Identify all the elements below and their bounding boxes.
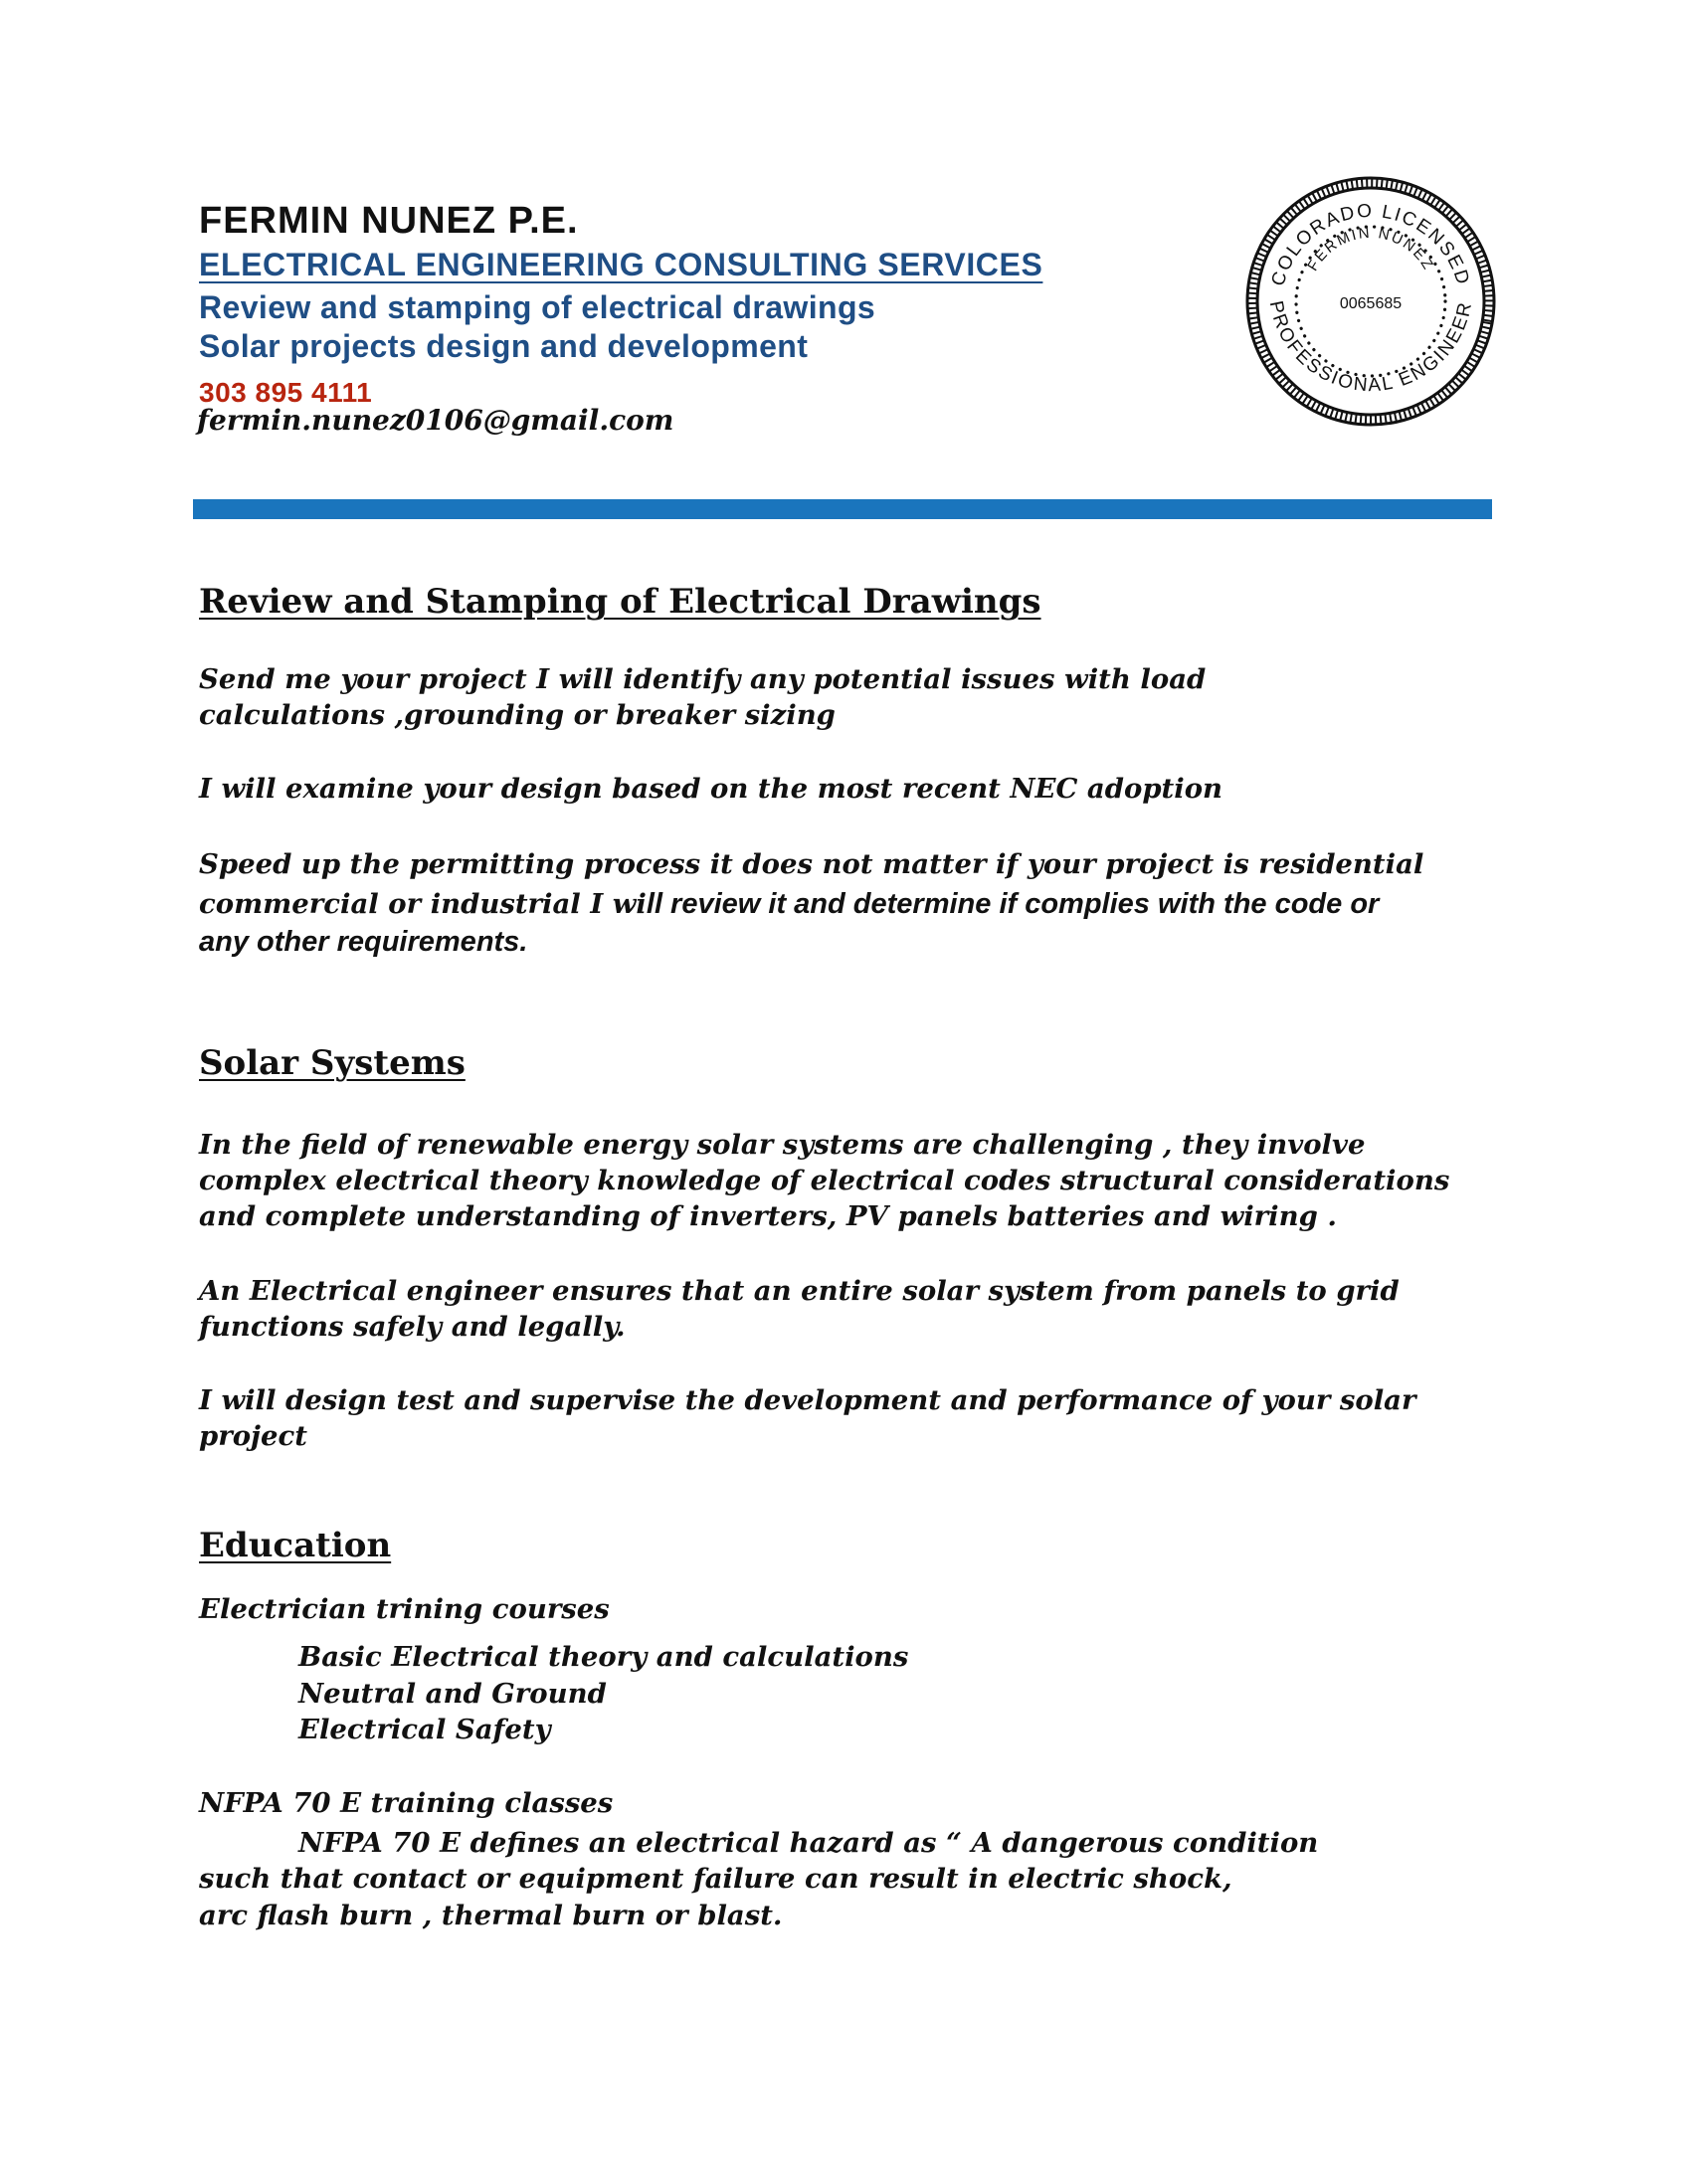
solar-paragraph-line: In the field of renewable energy solar systems are challenging , they involve <box>199 1129 1366 1161</box>
review-paragraph-line <box>199 890 1379 919</box>
review-paragraph-line: I will examine your design based on the most recent NEC adoption <box>199 773 1223 805</box>
seal-top-text: COLORADO LICENSED <box>1267 200 1474 289</box>
section-heading-solar: Solar Systems <box>199 1043 466 1083</box>
nfpa-quote-line: such that contact or equipment failure can result in electric shock, <box>199 1863 1232 1895</box>
education-group-heading: NFPA 70 E training classes <box>199 1787 614 1819</box>
section-heading-review: Review and Stamping of Electrical Drawings <box>199 582 1041 622</box>
solar-paragraph-line: project <box>199 1420 307 1452</box>
review-line-serif-part: commercial or industrial I wi <box>199 888 647 920</box>
education-group-heading: Electrician trining courses <box>199 1593 610 1625</box>
header-divider-bar <box>193 499 1492 519</box>
solar-paragraph-line: complex electrical theory knowledge of electrical codes structural considerations <box>199 1165 1450 1196</box>
section-heading-education: Education <box>199 1526 392 1565</box>
email-address[interactable]: fermin.nunez0106@gmail.com <box>197 404 674 437</box>
seal-bottom-text: PROFESSIONAL ENGINEER <box>1264 298 1477 397</box>
engineer-name: FERMIN NUNEZ P.E. <box>199 200 579 242</box>
seal-license-number: 0065685 <box>1339 295 1403 312</box>
review-paragraph-line: Speed up the permitting process it does not matter if your project is residential <box>199 848 1424 880</box>
service-line-review: Review and stamping of electrical drawings <box>199 289 876 325</box>
company-subtitle: ELECTRICAL ENGINEERING CONSULTING SERVICES <box>199 247 1043 282</box>
solar-paragraph-line: An Electrical engineer ensures that an entire solar system from panels to grid <box>199 1275 1400 1307</box>
review-paragraph-line: calculations ,grounding or breaker sizing <box>199 699 836 731</box>
seal-icon <box>1241 172 1500 431</box>
solar-paragraph-line: functions safely and legally. <box>199 1311 626 1343</box>
education-course-item: Electrical Safety <box>298 1714 551 1745</box>
review-paragraph-line <box>199 928 527 957</box>
review-paragraph-line: Send me your project I will identify any potential issues with load <box>199 663 1207 695</box>
nfpa-quote-line: arc flash burn , thermal burn or blast. <box>199 1900 783 1931</box>
phone-number[interactable]: 303 895 4111 <box>199 377 373 408</box>
education-course-item: Basic Electrical theory and calculations <box>298 1641 909 1673</box>
seal-name-text: FERMIN NUNEZ <box>1304 224 1437 274</box>
review-line-sans-part: any other requirements. <box>199 926 528 958</box>
pe-seal-stamp <box>1241 172 1500 431</box>
nfpa-quote-line: NFPA 70 E defines an electrical hazard as “ A dangerous condition <box>298 1827 1319 1859</box>
service-line-solar: Solar projects design and development <box>199 328 809 364</box>
education-course-item: Neutral and Ground <box>298 1678 607 1710</box>
solar-paragraph-line: I will design test and supervise the development and performance of your solar <box>199 1384 1416 1416</box>
solar-paragraph-line: and complete understanding of inverters, PV panels batteries and wiring . <box>199 1200 1337 1232</box>
review-line-sans-part: ll review it and determine if complies with the code or <box>646 888 1380 920</box>
